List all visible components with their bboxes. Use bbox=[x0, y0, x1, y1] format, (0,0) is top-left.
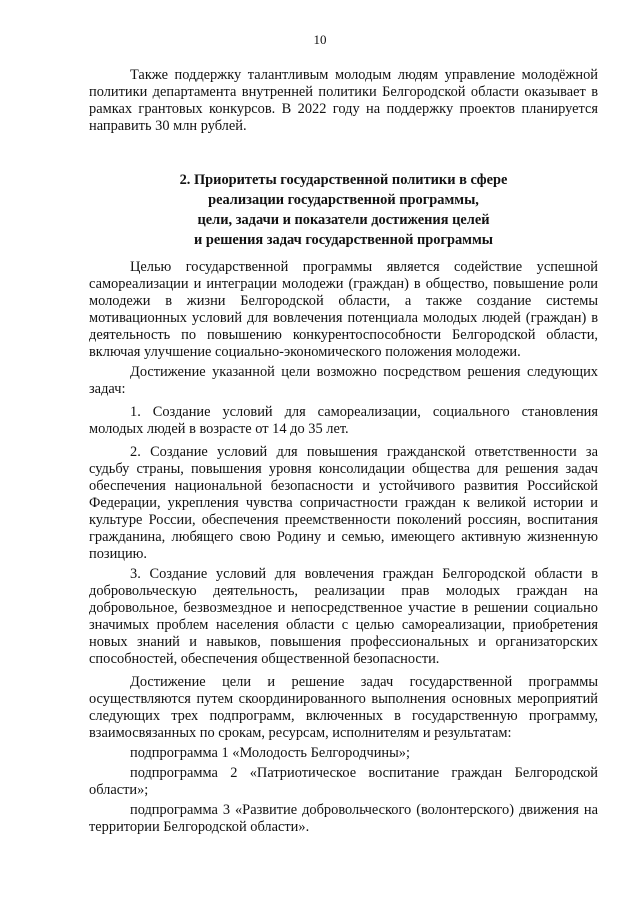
heading-line-1: 2. Приоритеты государственной политики в сфере bbox=[179, 172, 508, 188]
section-heading bbox=[89, 170, 598, 250]
heading-line-4: и решения задач государственной программы bbox=[193, 232, 494, 248]
subprogram-1-item: подпрограмма 1 «Молодость Белгородчины»; bbox=[130, 745, 410, 761]
main-section bbox=[89, 259, 598, 836]
task-1-paragraph: 1. Создание условий для самореализации, социального становления молодых людей в возрасте от 14 до 35 лет. bbox=[89, 404, 598, 437]
intro-paragraph: Также поддержку талантливым молодым людям управление молодёжной политики департамента внутренней политики Белгородской области оказывает в рамках грантовых конкурсов. В 2022 году на поддержку проектов планируется направить 30 млн рублей. bbox=[89, 67, 598, 134]
subprograms-intro-paragraph: Достижение цели и решение задач государственной программы осуществляются путем скоординированного выполнения основных мероприятий следующих трех подпрограмм, включенных в государственную программу, взаимосвязанных по срокам, ресурсам, исполнителям и результатам: bbox=[89, 674, 598, 741]
subprogram-2-item: подпрограмма 2 «Патриотическое воспитание граждан Белгородской области»; bbox=[89, 765, 598, 798]
heading-line-3: цели, задачи и показатели достижения целей bbox=[197, 212, 490, 228]
subprogram-3-item: подпрограмма 3 «Развитие добровольческого (волонтерского) движения на территории Белгородской области». bbox=[89, 802, 598, 835]
tasks-intro-paragraph: Достижение указанной цели возможно посредством решения следующих задач: bbox=[89, 364, 598, 397]
page-number: 10 bbox=[313, 32, 327, 47]
goal-paragraph: Целью государственной программы является содействие успешной самореализации и интеграции молодежи (граждан) в общество, повышение роли молодежи в жизни Белгородской области, а также создание системы мотивационных условий для вовлечения потенциала молодых людей (граждан) в деятельность по повышению конкурентоспособности Белгородской области, включая улучшение социально-экономического положения молодежи. bbox=[89, 259, 598, 360]
task-2-paragraph: 2. Создание условий для повышения гражданской ответственности за судьбу страны, повышения уровня консолидации общества для решения задач обеспечения национальной безопасности и устойчивого развития Российской Федерации, укрепления чувства сопричастности граждан к великой истории и культуре России, обеспечения преемственности поколений россиян, воспитания гражданина, любящего свою Родину и семью, имеющего активную жизненную позицию. bbox=[89, 444, 598, 562]
intro-section bbox=[89, 67, 598, 135]
task-3-paragraph: 3. Создание условий для вовлечения граждан Белгородской области в добровольческую деятельность, реализации прав молодых граждан на добровольное, безвозмездное и непосредственное участие в решении социально значимых проблем населения области с целью самореализации, приобретения новых знаний и навыков, повышения профессиональных и организаторских способностей, обеспечения общественной безопасности. bbox=[89, 566, 598, 667]
heading-line-2: реализации государственной программы, bbox=[208, 192, 479, 208]
